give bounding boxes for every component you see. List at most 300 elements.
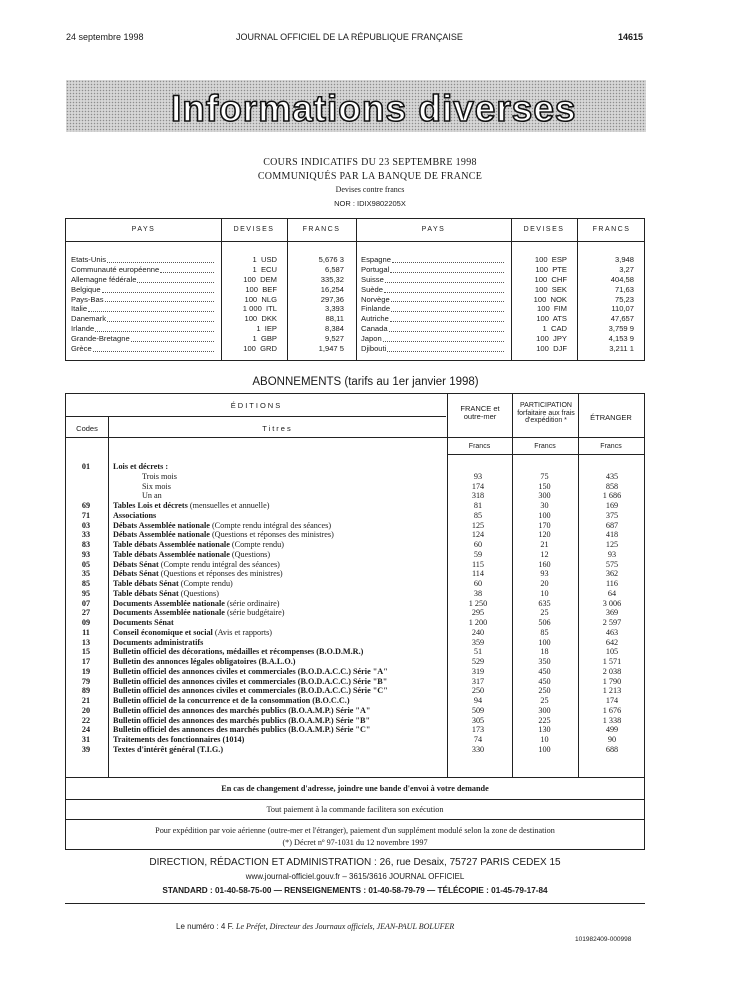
subscription-title-main: Bulletin des annonces légales obligatoires (B.A.L.O.) — [113, 657, 296, 666]
subscription-row — [66, 491, 644, 501]
subscription-row — [66, 501, 644, 511]
price-etranger: 687 — [605, 520, 619, 530]
subscription-code: 79 — [81, 676, 91, 686]
price-france: 125 — [471, 520, 485, 530]
subscription-title — [113, 618, 175, 628]
currency-rate: 88,11 — [325, 314, 344, 324]
currency-row — [71, 334, 351, 344]
currency-country: Japon — [361, 334, 382, 344]
subscription-title-main: Bulletin officiel des annonces civiles et commerciales (B.O.D.A.C.C.) Série "B" — [113, 676, 388, 686]
currency-rate: 297,36 — [320, 294, 344, 304]
currency-country: Grande-Bretagne — [71, 334, 130, 344]
subscription-row — [66, 735, 644, 745]
currency-table — [65, 218, 645, 361]
abonnements-table — [65, 393, 645, 778]
subscription-title — [113, 530, 335, 540]
subscription-row — [66, 677, 644, 687]
currency-code: 100 PTE — [535, 264, 567, 274]
subscription-title — [113, 725, 371, 735]
subscription-title-cell — [113, 706, 445, 716]
currency-row — [361, 255, 643, 265]
abonnements-rows — [66, 462, 644, 755]
subscription-title-cell — [142, 482, 445, 492]
col-header-editions: ÉDITIONS — [230, 401, 283, 410]
currency-rate: 5,676 3 — [318, 255, 344, 264]
currency-country-cell — [71, 265, 214, 275]
cours-heading — [160, 156, 580, 184]
subscription-title-main: Lois et décrets : — [113, 462, 169, 471]
currency-rate: 8,384 — [324, 324, 344, 334]
note-air-block — [65, 820, 645, 850]
currency-rate: 3,211 1 — [609, 344, 634, 354]
subscription-title-cell — [113, 647, 445, 657]
subscription-title-cell — [113, 686, 445, 696]
currency-country-cell — [71, 324, 214, 334]
subscription-code: 83 — [81, 540, 91, 549]
subscription-title-cell — [113, 511, 445, 521]
subscription-title-cell — [113, 579, 445, 589]
dot-leader — [107, 255, 214, 263]
header-page-number: 14615 — [618, 32, 644, 42]
subscription-title-detail: (Avis et rapports) — [214, 627, 273, 637]
dot-leader — [387, 344, 504, 352]
currency-row — [71, 255, 351, 265]
currency-country: Pays-Bas — [71, 294, 104, 304]
currency-country: Irlande — [71, 324, 95, 334]
currency-country-cell — [361, 324, 504, 334]
currency-rate: 4,153 9 — [608, 334, 634, 344]
subscription-row — [66, 482, 644, 492]
subscription-code: 33 — [81, 530, 91, 540]
currency-country-cell — [71, 344, 214, 354]
subscription-title-main: Documents Sénat — [113, 618, 174, 627]
subscription-title — [142, 472, 178, 482]
price-etranger: 90 — [607, 735, 617, 744]
price-etranger: 1 790 — [602, 676, 622, 686]
subscription-title — [113, 647, 364, 657]
currency-rate: 3,759 9 — [608, 324, 634, 334]
currency-country: Autriche — [361, 314, 389, 324]
subscription-title — [113, 657, 296, 667]
dot-leader — [107, 314, 214, 322]
currency-rows-left — [71, 255, 351, 354]
currency-country: Allemagne fédérale — [71, 274, 137, 284]
currency-rate: 6,587 — [324, 264, 344, 274]
price-participation: 21 — [540, 540, 549, 549]
price-participation: 100 — [538, 744, 551, 754]
price-etranger: 105 — [605, 647, 619, 657]
price-participation: 300 — [538, 705, 551, 715]
currency-code: 1 CAD — [542, 324, 567, 334]
currency-code: 1 000 ITL — [242, 304, 277, 314]
cours-line-1: COURS INDICATIFS DU 23 SEPTEMBRE 1998 — [263, 157, 477, 168]
dot-leader — [389, 324, 504, 332]
header-date: 24 septembre 1998 — [66, 32, 144, 42]
col-header-devises-right: DEVISES — [523, 226, 565, 233]
unit-francs-3: Francs — [600, 443, 622, 450]
price-etranger: 64 — [607, 588, 617, 598]
footer-reference: 101982409-000998 — [575, 936, 632, 943]
price-etranger: 418 — [605, 530, 619, 540]
price-france: 38 — [473, 588, 483, 598]
price-france: 74 — [473, 735, 483, 744]
currency-country-cell — [361, 314, 504, 324]
currency-rate: 9,527 — [324, 334, 344, 344]
price-participation: 85 — [540, 627, 549, 637]
dot-leader — [385, 275, 504, 283]
price-france: 59 — [473, 549, 483, 559]
subscription-row — [66, 638, 644, 648]
currency-rows-right — [361, 255, 643, 354]
currency-country: Suède — [361, 284, 383, 294]
currency-country-cell — [361, 295, 504, 305]
subscription-title-detail: (Compte rendu intégral des séances) — [160, 559, 280, 569]
price-participation: 25 — [540, 608, 549, 618]
subscription-code: 93 — [81, 549, 91, 559]
currency-row — [71, 344, 351, 354]
subscription-title-detail: (Compte rendu) — [180, 579, 233, 588]
currency-country: Norvège — [361, 294, 390, 304]
price-france: 317 — [471, 676, 485, 686]
col-header-etranger: ÉTRANGER — [590, 413, 632, 422]
currency-country: Finlande — [361, 304, 391, 314]
subscription-title-cell — [113, 677, 445, 687]
currency-code: 100 FIM — [537, 304, 567, 314]
subscription-title-cell — [113, 628, 445, 638]
price-france: 319 — [471, 666, 485, 676]
note-change-address: En cas de changement d'adresse, joindre une bande d'envoi à votre demande — [65, 778, 645, 800]
price-participation: 225 — [538, 715, 551, 725]
price-etranger: 642 — [605, 637, 619, 647]
section-title: Informations diverses — [171, 88, 577, 129]
subscription-title — [113, 462, 169, 472]
subscription-title — [113, 706, 371, 716]
currency-rate: 110,07 — [611, 304, 634, 314]
subscription-title-main: Documents Assemblée nationale — [113, 598, 225, 608]
subscription-title-cell — [113, 560, 445, 570]
direction-phones: STANDARD : 01-40-58-75-00 — RENSEIGNEMENTS : 01-40-58-79-79 — TÉLÉCOPIE : 01-45-79-17-84 — [162, 886, 548, 895]
currency-row — [71, 314, 351, 324]
currency-code: 100 ATS — [536, 314, 567, 324]
subscription-title-detail: (Questions) — [180, 588, 219, 598]
subscription-title — [113, 540, 285, 550]
subscription-title-cell — [113, 462, 445, 472]
unit-francs-1: Francs — [468, 443, 491, 450]
price-etranger: 362 — [605, 569, 619, 579]
price-participation: 12 — [540, 549, 549, 559]
price-etranger: 1 686 — [602, 491, 622, 501]
subscription-title-main: Bulletin officiel des annonces civiles et commerciales (B.O.D.A.C.C.) Série "C" — [113, 686, 388, 696]
subscription-title-detail: (Questions) — [231, 549, 271, 559]
currency-code: 100 ESP — [534, 255, 567, 264]
subscription-title-cell — [113, 657, 445, 667]
price-france: 529 — [471, 657, 485, 666]
subscription-title-detail: (série budgétaire) — [226, 608, 285, 618]
cours-subtitle: Devises contre francs — [335, 185, 405, 194]
subscription-title — [113, 638, 204, 648]
subscription-code: 69 — [81, 501, 91, 510]
price-france: 173 — [471, 725, 485, 735]
subscription-title — [113, 589, 220, 599]
subscription-row — [66, 667, 644, 677]
price-participation: 10 — [540, 588, 549, 598]
subscription-title — [113, 501, 270, 511]
price-etranger: 858 — [605, 481, 619, 491]
currency-row — [361, 265, 643, 275]
price-participation: 450 — [538, 676, 551, 686]
currency-country-cell — [71, 285, 214, 295]
header-journal: JOURNAL OFFICIEL DE LA RÉPUBLIQUE FRANÇAISE — [236, 32, 463, 42]
abonnements-title-text: ABONNEMENTS (tarifs au 1er janvier 1998) — [252, 376, 479, 388]
currency-country-cell — [361, 285, 504, 295]
price-france: 85 — [473, 510, 483, 520]
subscription-row — [66, 618, 644, 628]
price-etranger: 575 — [605, 559, 619, 569]
col-header-pays-left: PAYS — [131, 226, 156, 233]
subscription-code: 21 — [81, 696, 91, 705]
currency-code: 100 BEF — [245, 284, 277, 294]
currency-code: 100 NLG — [244, 294, 277, 304]
subscription-title-detail: (série ordinaire) — [226, 598, 280, 608]
currency-row — [361, 304, 643, 314]
currency-country: Djibouti — [361, 344, 387, 354]
price-etranger: 174 — [605, 696, 619, 705]
price-participation: 635 — [538, 598, 551, 608]
currency-row — [71, 304, 351, 314]
subscription-title-cell — [113, 608, 445, 618]
subscription-title-main: Documents Assemblée nationale — [113, 608, 225, 618]
subscription-code: 15 — [81, 647, 91, 657]
subscription-title-main: Débats Sénat — [113, 569, 159, 579]
subscription-title-main: Tables Lois et décrets — [113, 501, 188, 510]
currency-country-cell — [361, 344, 504, 354]
subscription-row — [66, 579, 644, 589]
price-france: 250 — [471, 686, 485, 696]
dot-leader — [93, 344, 214, 352]
price-etranger: 2 597 — [602, 618, 622, 627]
subscription-title — [113, 569, 284, 579]
price-participation: 130 — [538, 725, 551, 735]
currency-country: Belgique — [71, 284, 101, 294]
currency-country: Grèce — [71, 344, 92, 354]
subscription-row — [66, 560, 644, 570]
subscription-title-main: Débats Assemblée nationale — [113, 530, 210, 540]
currency-country: Suisse — [361, 274, 384, 284]
subscription-row — [66, 521, 644, 531]
currency-row — [361, 285, 643, 295]
price-etranger: 169 — [605, 501, 619, 510]
price-participation: 150 — [538, 481, 551, 491]
subscription-code: 07 — [81, 598, 91, 608]
subscription-row — [66, 716, 644, 726]
subscription-title-cell — [142, 472, 445, 482]
currency-row — [361, 324, 643, 334]
subscription-code: 85 — [81, 579, 91, 588]
currency-country-cell — [361, 275, 504, 285]
price-etranger: 2 038 — [602, 666, 622, 676]
dot-leader — [95, 324, 214, 332]
currency-code: 1 GBP — [252, 334, 277, 344]
subscription-code: 71 — [81, 510, 91, 520]
subscription-title — [113, 735, 245, 745]
currency-country: Canada — [361, 324, 388, 334]
subscription-title — [113, 599, 280, 609]
subscription-title — [113, 511, 157, 521]
currency-code: 100 CHF — [534, 274, 567, 284]
currency-country: Etats-Unis — [71, 255, 107, 264]
subscription-title-main: Un an — [142, 491, 162, 501]
subscription-title — [142, 491, 163, 501]
subscription-title-cell — [113, 550, 445, 560]
subscription-row — [66, 569, 644, 579]
subscription-title-main: Trois mois — [142, 471, 177, 481]
subscription-row — [66, 745, 644, 755]
dot-leader — [131, 334, 214, 342]
currency-row — [71, 295, 351, 305]
col-header-devises-left: DEVISES — [233, 226, 275, 233]
price-participation: 100 — [538, 510, 551, 520]
currency-country-cell — [71, 295, 214, 305]
dot-leader — [137, 275, 214, 283]
subscription-code: 01 — [81, 462, 91, 471]
abonnements-title — [0, 376, 731, 388]
subscription-row — [66, 550, 644, 560]
subscription-title-main: Bulletin officiel des annonces des marchés publics (B.O.A.M.P.) Série "C" — [113, 725, 371, 735]
currency-code: 100 DEM — [243, 274, 277, 284]
price-participation: 250 — [538, 686, 551, 696]
subscription-row — [66, 657, 644, 667]
subscription-title-cell — [142, 491, 445, 501]
dot-leader — [88, 304, 214, 312]
subscription-row — [66, 647, 644, 657]
price-participation: 30 — [540, 501, 549, 510]
subscription-title-main: Table débats Assemblée nationale — [113, 549, 230, 559]
subscription-row — [66, 686, 644, 696]
subscription-row — [66, 462, 644, 472]
price-participation: 93 — [540, 569, 549, 579]
subscription-title-cell — [113, 735, 445, 745]
subscription-title-detail: (mensuelles et annuelle) — [189, 501, 270, 510]
currency-rate: 75,23 — [614, 294, 634, 304]
subscription-title-main: Bulletin officiel de la concurrence et de la consommation (B.O.C.C.) — [113, 696, 350, 705]
subscription-title-cell — [113, 667, 445, 677]
dot-leader — [105, 295, 215, 303]
price-etranger: 688 — [605, 744, 619, 754]
currency-country-cell — [361, 304, 504, 314]
subscription-title-main: Conseil économique et social — [113, 627, 213, 637]
price-participation: 170 — [538, 520, 551, 530]
subscription-title — [113, 628, 273, 638]
price-france: 509 — [471, 705, 485, 715]
price-france: 124 — [471, 530, 485, 540]
note-air-shipping: Pour expédition par voie aérienne (outre-mer et l'étranger), paiement d'un supplément modulé selon la zone de destination — [155, 826, 555, 835]
price-etranger: 93 — [607, 549, 617, 559]
currency-country: Espagne — [361, 255, 391, 264]
subscription-title — [113, 745, 224, 755]
cours-line-2: COMMUNIQUÉS PAR LA BANQUE DE FRANCE — [257, 171, 483, 182]
dot-leader — [391, 295, 504, 303]
subscription-title-cell — [113, 501, 445, 511]
currency-row — [71, 324, 351, 334]
footer-signer: Le Préfet, Directeur des Journaux officiels, JEAN-PAUL BOLUFER — [236, 922, 455, 931]
subscription-title — [113, 579, 234, 589]
currency-code: 100 DKK — [244, 314, 277, 324]
direction-address: DIRECTION, RÉDACTION ET ADMINISTRATION : 26, rue Desaix, 75727 PARIS CEDEX 15 — [149, 857, 561, 868]
subscription-code: 05 — [81, 559, 91, 569]
subscription-title-main: Table débats Assemblée nationale — [113, 540, 230, 549]
price-france: 240 — [471, 627, 485, 637]
section-banner — [66, 80, 646, 132]
subscription-code: 19 — [81, 666, 91, 676]
dot-leader — [391, 304, 504, 312]
currency-country-cell — [361, 255, 504, 265]
currency-code: 100 GRD — [243, 344, 277, 354]
currency-code: 1 IEP — [256, 324, 277, 334]
price-participation: 100 — [538, 637, 551, 647]
currency-code: 1 USD — [252, 255, 277, 264]
price-etranger: 1 213 — [602, 686, 622, 696]
subscription-code: 35 — [81, 569, 91, 579]
subscription-title-main: Six mois — [142, 481, 171, 491]
price-france: 1 250 — [468, 598, 488, 608]
currency-country-cell — [71, 304, 214, 314]
currency-row — [361, 314, 643, 324]
subscription-title — [113, 677, 388, 687]
currency-rate: 3,393 — [324, 304, 344, 314]
price-france: 115 — [472, 559, 484, 569]
price-participation: 300 — [538, 491, 551, 501]
price-france: 305 — [471, 715, 485, 725]
subscription-row — [66, 530, 644, 540]
currency-country-cell — [71, 275, 214, 285]
subscription-title-main: Traitements des fonctionnaires (1014) — [113, 735, 245, 744]
currency-rate: 404,58 — [610, 274, 634, 284]
price-participation: 20 — [540, 579, 549, 588]
currency-rate: 47,657 — [610, 314, 634, 324]
subscription-row — [66, 706, 644, 716]
currency-country: Portugal — [361, 264, 390, 274]
price-etranger: 3 006 — [602, 598, 622, 608]
subscription-title-cell — [113, 638, 445, 648]
subscription-title-main: Documents administratifs — [113, 637, 204, 647]
subscription-title — [113, 550, 271, 560]
price-participation: 120 — [538, 530, 551, 540]
subscription-row — [66, 608, 644, 618]
footer-rule — [65, 903, 645, 904]
price-france: 93 — [473, 471, 483, 481]
note-decree: (*) Décret nº 97-1031 du 12 novembre 1997 — [282, 838, 428, 847]
currency-country: Italie — [71, 304, 88, 314]
dot-leader — [102, 285, 214, 293]
price-participation: 160 — [538, 559, 551, 569]
currency-code: 100 DJF — [536, 344, 567, 354]
subscription-code: 31 — [81, 735, 91, 744]
currency-row — [361, 344, 643, 354]
subscription-title — [113, 521, 332, 531]
price-participation: 25 — [540, 696, 549, 705]
subscription-title-cell — [113, 716, 445, 726]
dot-leader — [390, 314, 504, 322]
subscription-title — [113, 608, 285, 618]
subscription-title — [113, 560, 281, 570]
price-etranger: 1 338 — [602, 715, 622, 725]
subscription-code: 13 — [81, 637, 91, 647]
nor-reference: NOR : IDIX9802205X — [334, 199, 406, 208]
subscription-title-cell — [113, 540, 445, 550]
currency-row — [71, 265, 351, 275]
col-header-francs-left: FRANCS — [302, 226, 341, 233]
subscription-title-main: Bulletin officiel des décorations, médailles et récompenses (B.O.D.M.R.) — [113, 647, 364, 657]
